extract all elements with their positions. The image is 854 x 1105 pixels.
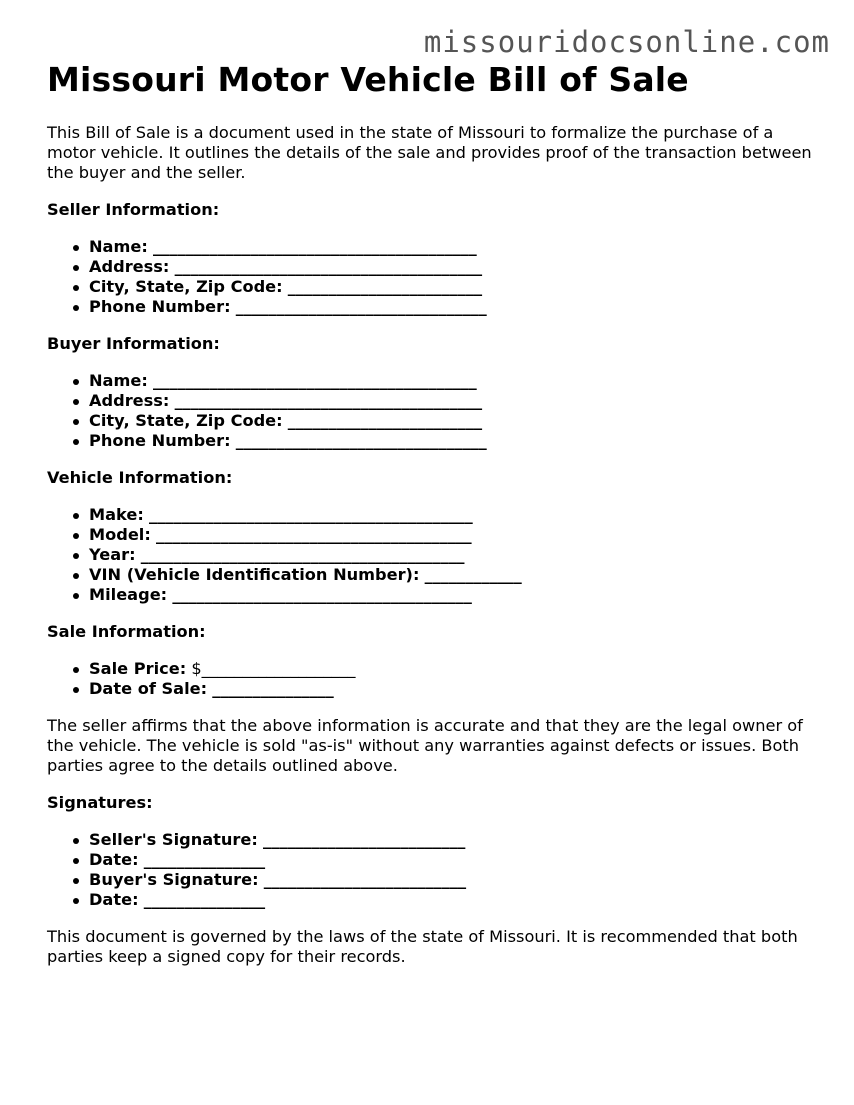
field-label: City, State, Zip Code: xyxy=(89,277,283,296)
seller-address-field[interactable] xyxy=(89,257,827,277)
seller-signature-field[interactable] xyxy=(89,830,827,850)
vehicle-mileage-field[interactable] xyxy=(89,585,827,605)
field-label: Phone Number: xyxy=(89,431,231,450)
vehicle-vin-field[interactable] xyxy=(89,565,827,585)
buyer-name-field[interactable] xyxy=(89,371,827,391)
seller-section-heading: Seller Information: xyxy=(47,200,220,219)
field-label: Make: xyxy=(89,505,144,524)
field-label: City, State, Zip Code: xyxy=(89,411,283,430)
buyer-city-state-zip-field[interactable] xyxy=(89,411,827,431)
signatures-fields-list xyxy=(47,830,827,910)
field-blank: _______________________________ xyxy=(235,297,487,316)
affirmation-paragraph: The seller affirms that the above information is accurate and that they are the legal owner of the vehicle. The vehicle is sold "as-is" without any warranties against defects or issues. Both parties agree to the details outlined above. xyxy=(47,716,803,775)
seller-phone-field[interactable] xyxy=(89,297,827,317)
site-watermark: missouridocsonline.com xyxy=(423,25,830,59)
vehicle-fields-list xyxy=(47,505,827,605)
sale-section-heading: Sale Information: xyxy=(47,622,206,641)
buyer-signature-date-field[interactable] xyxy=(89,890,827,910)
field-blank: _____________________________________ xyxy=(172,585,472,604)
closing-paragraph: This document is governed by the laws of the state of Missouri. It is recommended that both parties keep a signed copy for their records. xyxy=(47,927,798,966)
signatures-section-heading: Signatures: xyxy=(47,793,153,812)
field-blank: _______________ xyxy=(212,679,334,698)
field-label: Date: xyxy=(89,890,139,909)
field-label: Seller's Signature: xyxy=(89,830,258,849)
seller-signature-date-field[interactable] xyxy=(89,850,827,870)
field-blank: _______________ xyxy=(143,850,266,869)
seller-name-field[interactable] xyxy=(89,237,827,257)
field-blank: ______________________________________ xyxy=(174,391,483,410)
sale-date-field[interactable] xyxy=(89,679,827,699)
vehicle-make-field[interactable] xyxy=(89,505,827,525)
field-label: Mileage: xyxy=(89,585,168,604)
field-label: Name: xyxy=(89,237,148,256)
vehicle-model-field[interactable] xyxy=(89,525,827,545)
field-blank: ____________ xyxy=(424,565,522,584)
field-label: Year: xyxy=(89,545,136,564)
field-label: Date: xyxy=(89,850,139,869)
field-blank: ________________________________________ xyxy=(152,371,477,390)
page-title: Missouri Motor Vehicle Bill of Sale xyxy=(47,60,689,99)
field-blank: ______________________________________ xyxy=(174,257,483,276)
field-blank: $___________________ xyxy=(191,659,356,678)
intro-paragraph: This Bill of Sale is a document used in the state of Missouri to formalize the purchase of a motor vehicle. It outlines the details of the sale and provides proof of the transaction between the buyer and the seller. xyxy=(47,123,812,182)
field-label: VIN (Vehicle Identification Number): xyxy=(89,565,420,584)
buyer-signature-field[interactable] xyxy=(89,870,827,890)
field-blank: _________________________ xyxy=(263,870,467,889)
field-blank: _________________________ xyxy=(263,830,466,849)
field-label: Buyer's Signature: xyxy=(89,870,259,889)
field-label: Address: xyxy=(89,391,170,410)
buyer-phone-field[interactable] xyxy=(89,431,827,451)
field-label: Model: xyxy=(89,525,151,544)
seller-fields-list xyxy=(47,237,827,317)
seller-city-state-zip-field[interactable] xyxy=(89,277,827,297)
field-label: Date of Sale: xyxy=(89,679,208,698)
vehicle-section-heading: Vehicle Information: xyxy=(47,468,233,487)
buyer-address-field[interactable] xyxy=(89,391,827,411)
field-blank: ________________________________________ xyxy=(140,545,465,564)
field-blank: ________________________ xyxy=(287,411,483,430)
sale-fields-list xyxy=(47,659,827,699)
field-label: Name: xyxy=(89,371,148,390)
field-blank: ________________________ xyxy=(287,277,483,296)
field-blank: _______________________________________ xyxy=(155,525,472,544)
field-blank: ________________________________________ xyxy=(148,505,473,524)
field-blank: ________________________________________ xyxy=(152,237,477,256)
buyer-section-heading: Buyer Information: xyxy=(47,334,220,353)
field-label: Address: xyxy=(89,257,170,276)
vehicle-year-field[interactable] xyxy=(89,545,827,565)
field-label: Phone Number: xyxy=(89,297,231,316)
field-label: Sale Price: xyxy=(89,659,187,678)
document-body xyxy=(47,58,827,967)
sale-price-field[interactable] xyxy=(89,659,827,679)
field-blank: _______________________________ xyxy=(235,431,487,450)
field-blank: _______________ xyxy=(143,890,266,909)
buyer-fields-list xyxy=(47,371,827,451)
